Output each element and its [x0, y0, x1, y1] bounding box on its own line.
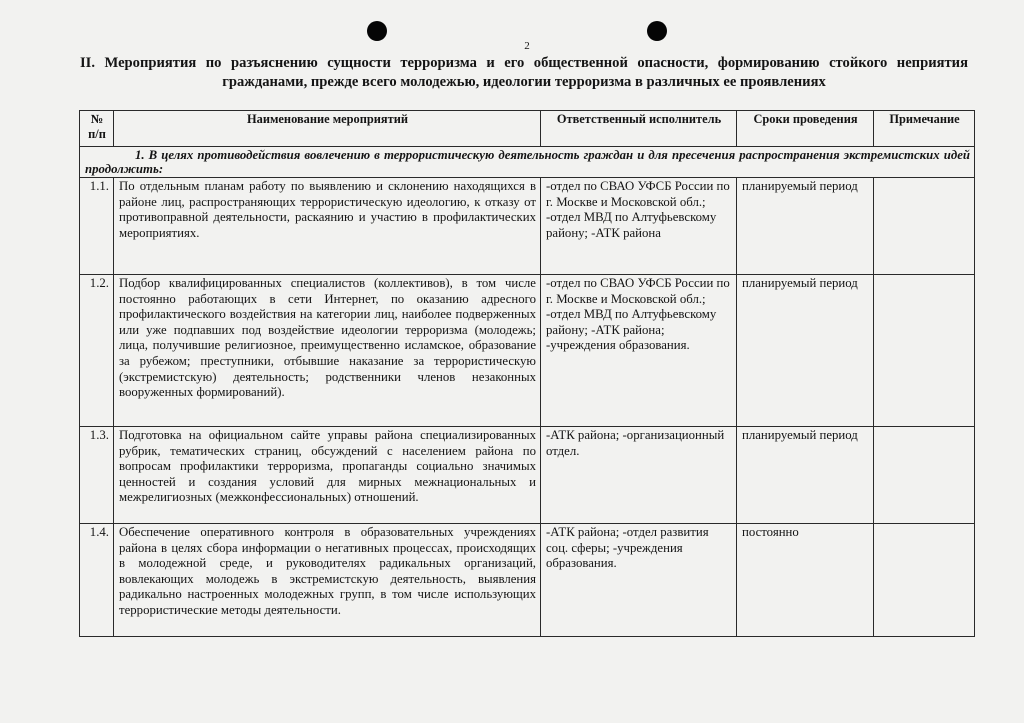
row-responsible: -отдел по СВАО УФСБ России по г. Москве и Московской обл.; -отдел МВД по Алтуфьевскому району; -АТК района — [541, 178, 737, 275]
row-responsible: -АТК района; -отдел развития соц. сферы; -учреждения образования. — [541, 524, 737, 637]
table-header-row — [80, 111, 975, 147]
row-responsible: -отдел по СВАО УФСБ России по г. Москве и Московской обл.; -отдел МВД по Алтуфьевскому району; -АТК района; -учреждения образования. — [541, 275, 737, 427]
header-num: № п/п — [80, 111, 114, 147]
row-num: 1.1. — [80, 178, 114, 275]
header-name: Наименование мероприятий — [114, 111, 541, 147]
group-title: 1. В целях противодействия вовлечению в террористическую деятельность граждан и для пресечения распространения экстремистских идей продолжить: — [80, 147, 975, 178]
header-term: Сроки проведения — [737, 111, 874, 147]
header-responsible: Ответственный исполнитель — [541, 111, 737, 147]
row-term: планируемый период — [737, 178, 874, 275]
table-row — [80, 427, 975, 524]
row-note — [874, 275, 975, 427]
row-term: планируемый период — [737, 275, 874, 427]
row-note — [874, 178, 975, 275]
row-term: планируемый период — [737, 427, 874, 524]
row-name: Подготовка на официальном сайте управы района специализированных рубрик, тематических страниц, обсуждений с населением района по вопросам профилактики терроризма, пропаганды социально значимых ценностей и создания условий для мирных межнациональных и межрелигиозных (межконфессиональных) отношений. — [114, 427, 541, 524]
table-row — [80, 275, 975, 427]
row-num: 1.4. — [80, 524, 114, 637]
table-row — [80, 178, 975, 275]
row-name: По отдельным планам работу по выявлению и склонению находящихся в районе лиц, распространяющих террористическую идеологию, к отказу от противоправной деятельности, раскаянию и участию в профилактических мероприятиях. — [114, 178, 541, 275]
table-row — [80, 524, 975, 637]
row-term: постоянно — [737, 524, 874, 637]
row-note — [874, 524, 975, 637]
punch-hole-right — [647, 21, 667, 41]
section-title: II. Мероприятия по разъяснению сущности терроризма и его общественной опасности, формированию стойкого неприятия гражданами, прежде всего молодежью, идеологии терроризма в различных ее проявлениях — [80, 55, 968, 90]
header-note: Примечание — [874, 111, 975, 147]
row-num: 1.3. — [80, 427, 114, 524]
punch-hole-left — [367, 21, 387, 41]
row-name: Подбор квалифицированных специалистов (коллективов), в том числе постоянно работающих в сети Интернет, по оказанию адресного профилактического воздействия на категории лиц, наиболее подверженных или уже подпавших под воздействие идеологии терроризма (молодежь; лица, получившие религиозное, преимущественно исламское, образование за рубежом; преступники, отбывшие наказание за террористическую (экстремистскую) деятельность; родственники членов незаконных вооруженных формирований). — [114, 275, 541, 427]
row-note — [874, 427, 975, 524]
group-row — [80, 147, 975, 178]
measures-table — [79, 110, 975, 637]
row-num: 1.2. — [80, 275, 114, 427]
row-name: Обеспечение оперативного контроля в образовательных учреждениях района в целях сбора информации о негативных процессах, происходящих в молодежной среде, и руководителях радикальных организаций, вовлекающих молодежь в экстремистскую деятельность, выявления радикально настроенных молодежных групп, в том числе использующих террористические методы деятельности. — [114, 524, 541, 637]
row-responsible: -АТК района; -организационный отдел. — [541, 427, 737, 524]
page-number: 2 — [524, 40, 530, 52]
